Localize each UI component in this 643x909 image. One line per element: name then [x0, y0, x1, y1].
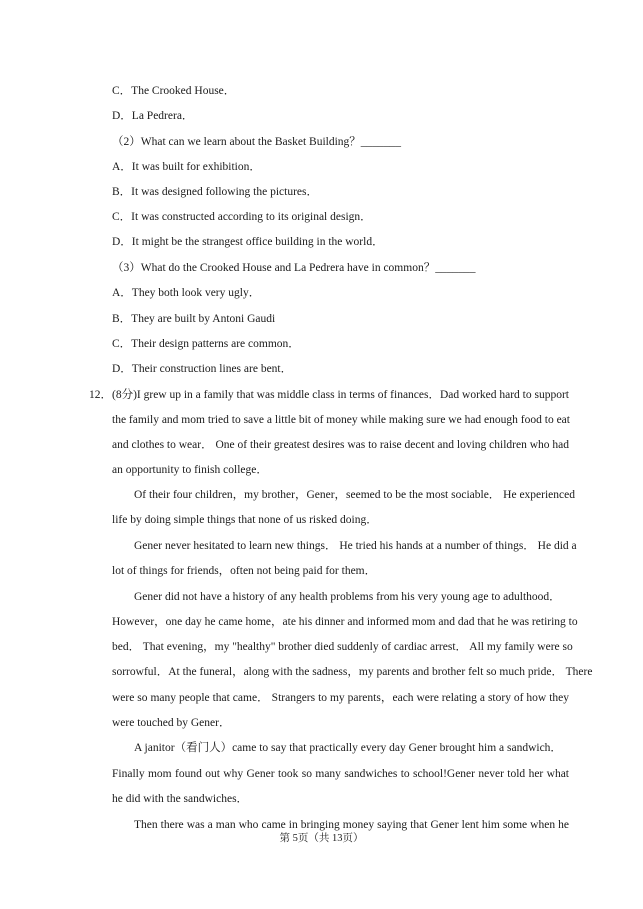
q12-line-7: Gener never hesitated to learn new things． He tried his hands at a number of things． He did a	[134, 540, 577, 552]
q11-sub2-option-a: A．It was built for exhibition．	[112, 161, 261, 173]
q12-line-8: lot of things for friends，often not being paid for them．	[112, 565, 377, 577]
q11-sub2-option-c: C．It was constructed according to its original design．	[112, 211, 372, 223]
q11-sub2-question: （2）What can we learn about the Basket Building？_______	[112, 136, 402, 148]
q12-line-5: Of their four children，my brother，Gener，seemed to be the most sociable． He experienced	[134, 489, 575, 501]
q11-sub2-option-b: B．It was designed following the pictures．	[112, 186, 319, 198]
q12-line-6: life by doing simple things that none of us risked doing．	[112, 514, 378, 526]
q12-line-16: Finally mom found out why Gener took so many sandwiches to school!Gener never told her what	[112, 768, 569, 780]
q12-line-2: the family and mom tried to save a little bit of money while making sure we had enough food to eat	[112, 414, 570, 426]
q11-sub3-question: （3）What do the Crooked House and La Pedrera have in common？_______	[112, 262, 476, 274]
q11-sub3-option-a: A．They both look very ugly．	[112, 287, 261, 299]
q11-option-c: C．The Crooked House．	[112, 85, 236, 97]
q12-line-15: A janitor（看门人）came to say that practically every day Gener brought him a sandwich．	[134, 742, 562, 754]
q12-line-10: However，one day he came home，ate his dinner and informed mom and dad that he was retiring to	[112, 616, 578, 628]
q11-sub2-option-d: D．It might be the strangest office building in the world．	[112, 236, 384, 248]
q11-sub3-option-d: D．Their construction lines are bent．	[112, 363, 293, 375]
q12-line-1: 12．(8分)I grew up in a family that was middle class in terms of finances．Dad worked hard to support	[89, 389, 570, 401]
page-footer: 第 5页（共 13页）	[279, 833, 364, 844]
q12-line-17: he did with the sandwiches．	[112, 793, 249, 805]
q12-line-12: sorrowful．At the funeral，along with the sadness，my parents and brother felt so much pride． There	[112, 666, 593, 678]
q11-option-d: D．La Pedrera．	[112, 110, 194, 122]
q12-line-3: and clothes to wear． One of their greatest desires was to raise decent and loving children who had	[112, 439, 569, 451]
q12-line-18: Then there was a man who came in bringing money saying that Gener lent him some when he	[134, 819, 569, 831]
q12-line-11: bed． That evening，my "healthy" brother died suddenly of cardiac arrest． All my family were so	[112, 641, 573, 653]
q12-line-9: Gener did not have a history of any health problems from his very young age to adulthood．	[134, 591, 561, 603]
q11-sub3-option-b: B．They are built by Antoni Gaudi	[112, 313, 276, 325]
q12-line-14: were touched by Gener．	[112, 717, 231, 729]
q11-sub3-option-c: C．Their design patterns are common．	[112, 338, 300, 350]
q12-line-4: an opportunity to finish college．	[112, 464, 268, 476]
q12-line-13: were so many people that came． Strangers to my parents，each were relating a story of how they	[112, 692, 569, 704]
